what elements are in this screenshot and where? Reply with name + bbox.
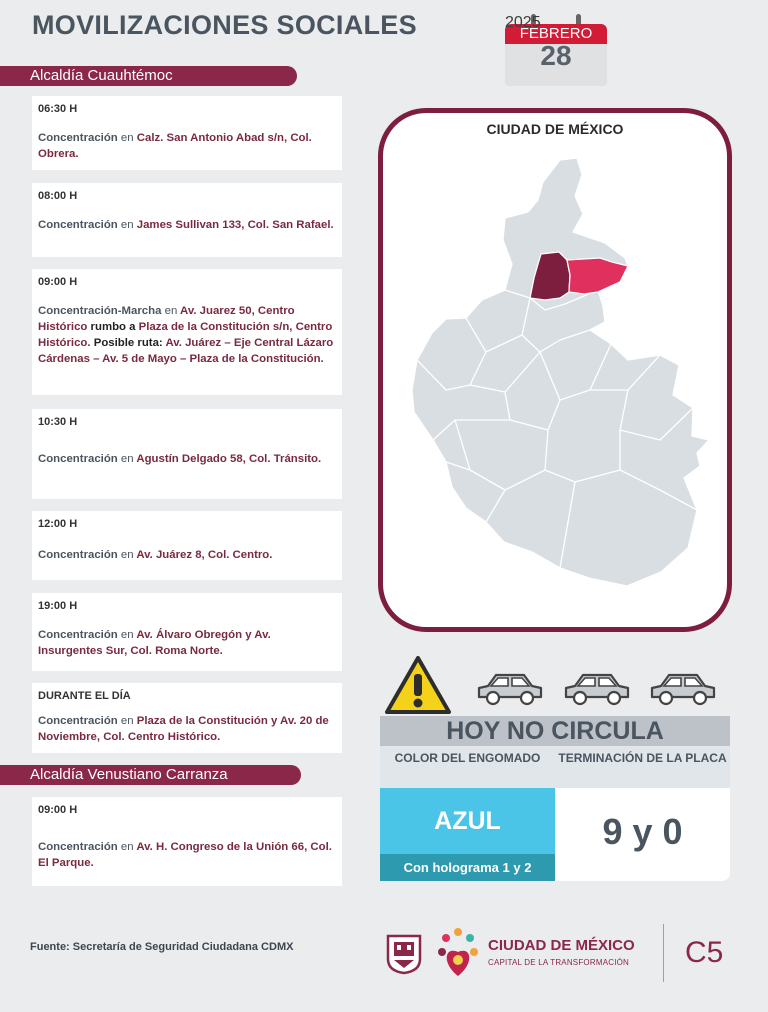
warning-icon xyxy=(383,654,453,716)
event-card xyxy=(32,269,342,395)
event-time: 19:00 H xyxy=(38,600,78,612)
map-region xyxy=(412,158,709,586)
event-time: 09:00 H xyxy=(38,276,78,288)
section-header-venustiano-carranza: Alcaldía Venustiano Carranza xyxy=(0,765,301,785)
event-description: Concentración en Calz. San Antonio Abad s/n, Col. Obrera. xyxy=(38,132,312,160)
event-description: Concentración en Av. Juárez 8, Col. Centro. xyxy=(38,549,273,561)
event-card xyxy=(32,96,342,170)
event-description: Concentración en Av. H. Congreso de la Unión 66, Col. El Parque. xyxy=(38,841,332,869)
event-card xyxy=(32,797,342,886)
event-description: Concentración en Av. Álvaro Obregón y Av. Insurgentes Sur, Col. Roma Norte. xyxy=(38,629,271,657)
event-description: Concentración-Marcha en Av. Juarez 50, Centro Histórico rumbo a Plaza de la Constitución s/n, Centro Histórico. Posible ruta: Av. Juárez – Eje Central Lázaro Cárdenas – Av. 5 de Mayo – Plaza de la Constitución. xyxy=(38,305,334,365)
event-description: Concentración en Plaza de la Constitución y Av. 20 de Noviembre, Col. Centro Histórico. xyxy=(38,715,329,743)
brand-tagline: CAPITAL DE LA TRANSFORMACIÓN xyxy=(488,958,630,967)
cdmx-map xyxy=(383,113,727,627)
event-card xyxy=(32,511,342,580)
event-time: DURANTE EL DÍA xyxy=(38,690,131,702)
hoy-no-circula-title: HOY NO CIRCULA xyxy=(380,716,730,746)
event-time: 06:30 H xyxy=(38,103,78,115)
cdmx-shield-logo xyxy=(385,933,423,975)
map-title: CIUDAD DE MÉXICO xyxy=(486,121,624,137)
footer-divider xyxy=(663,924,664,982)
section-header-cuauhtemoc: Alcaldía Cuauhtémoc xyxy=(0,66,297,86)
calendar-day: 28 xyxy=(540,40,572,71)
event-time: 10:30 H xyxy=(38,416,78,428)
plate-ending-value: 9 y 0 xyxy=(555,788,730,881)
event-card xyxy=(32,409,342,499)
map-frame xyxy=(378,108,732,632)
event-time: 09:00 H xyxy=(38,804,78,816)
page-title: MOVILIZACIONES SOCIALES xyxy=(32,10,417,40)
event-card xyxy=(32,183,342,257)
heart-flower-logo xyxy=(434,924,482,982)
hologram-note: Con holograma 1 y 2 xyxy=(380,854,555,881)
car-icon xyxy=(474,670,546,710)
event-time: 08:00 H xyxy=(38,190,78,202)
car-icon xyxy=(647,670,719,710)
source-credit: Fuente: Secretaría de Seguridad Ciudadana CDMX xyxy=(30,941,294,953)
calendar-month: FEBRERO xyxy=(505,24,607,44)
event-description: Concentración en James Sullivan 133, Col. San Rafael. xyxy=(38,219,334,231)
map-region-venustiano-carranza xyxy=(567,258,628,294)
event-time: 12:00 H xyxy=(38,518,78,530)
color-engomado-value: AZUL xyxy=(380,788,555,854)
hoy-no-circula-labels xyxy=(380,746,730,788)
c5-logo: C5 xyxy=(685,936,724,969)
event-description: Concentración en Agustín Delgado 58, Col. Tránsito. xyxy=(38,453,322,465)
brand-name: CIUDAD DE MÉXICO xyxy=(488,937,635,954)
car-icon xyxy=(561,670,633,710)
calendar-year: 2025 xyxy=(505,14,541,31)
label-color-engomado: COLOR DEL ENGOMADO xyxy=(394,751,541,765)
event-card xyxy=(32,593,342,671)
event-card xyxy=(32,683,342,753)
label-terminacion-placa: TERMINACIÓN DE LA PLACA xyxy=(558,751,727,765)
